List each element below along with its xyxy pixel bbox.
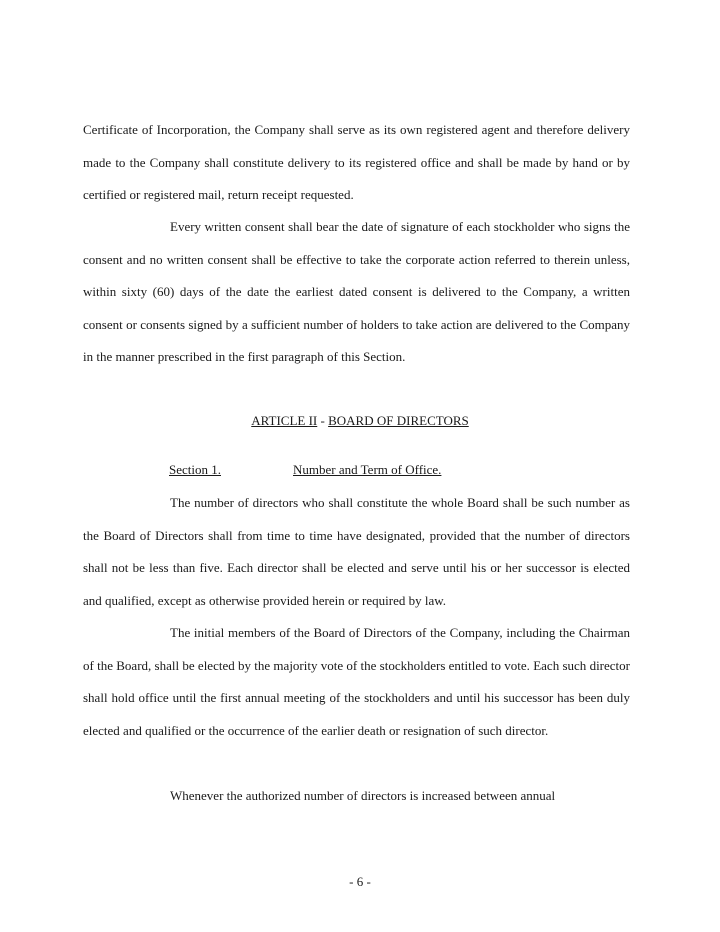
article-number: ARTICLE II (251, 413, 318, 428)
section-title: Number and Term of Office. (293, 462, 442, 477)
section-heading (169, 460, 441, 480)
section-number: Section 1. (169, 462, 221, 477)
paragraph-registered-agent: Certificate of Incorporation, the Company shall serve as its own registered agent and therefore delivery made to the Company shall constitute delivery to its registered office and shall be made by hand or by certified or registered mail, return receipt requested. (83, 122, 630, 202)
paragraph-written-consent: Every written consent shall bear the date of signature of each stockholder who signs the consent and no written consent shall be effective to take the corporate action referred to therein unless, within sixty (60) days of the date the earliest dated consent is delivered to the Company, a written consent or consents signed by a sufficient number of holders to take action are delivered to the Company in the manner prescribed in the first paragraph of this Section. (83, 219, 630, 364)
paragraph-initial-members: The initial members of the Board of Directors of the Company, including the Chairman of the Board, shall be elected by the majority vote of the stockholders entitled to vote. Each such director shall hold office until the first annual meeting of the stockholders and until his successor has been duly elected and qualified or the occurrence of the earlier death or resignation of such director. (83, 625, 630, 738)
article-heading (0, 411, 720, 431)
article-title: BOARD OF DIRECTORS (328, 413, 469, 428)
paragraph-number-of-directors: The number of directors who shall constitute the whole Board shall be such number as the Board of Directors shall from time to time have designated, provided that the number of directors shall not be less than five. Each director shall be elected and serve until his or her successor is elected and qualified, except as otherwise provided herein or required by law. (83, 495, 630, 608)
article-separator: - (317, 413, 329, 428)
paragraph-authorized-number: Whenever the authorized number of directors is increased between annual (170, 788, 556, 803)
page-number: - 6 - (349, 874, 371, 889)
